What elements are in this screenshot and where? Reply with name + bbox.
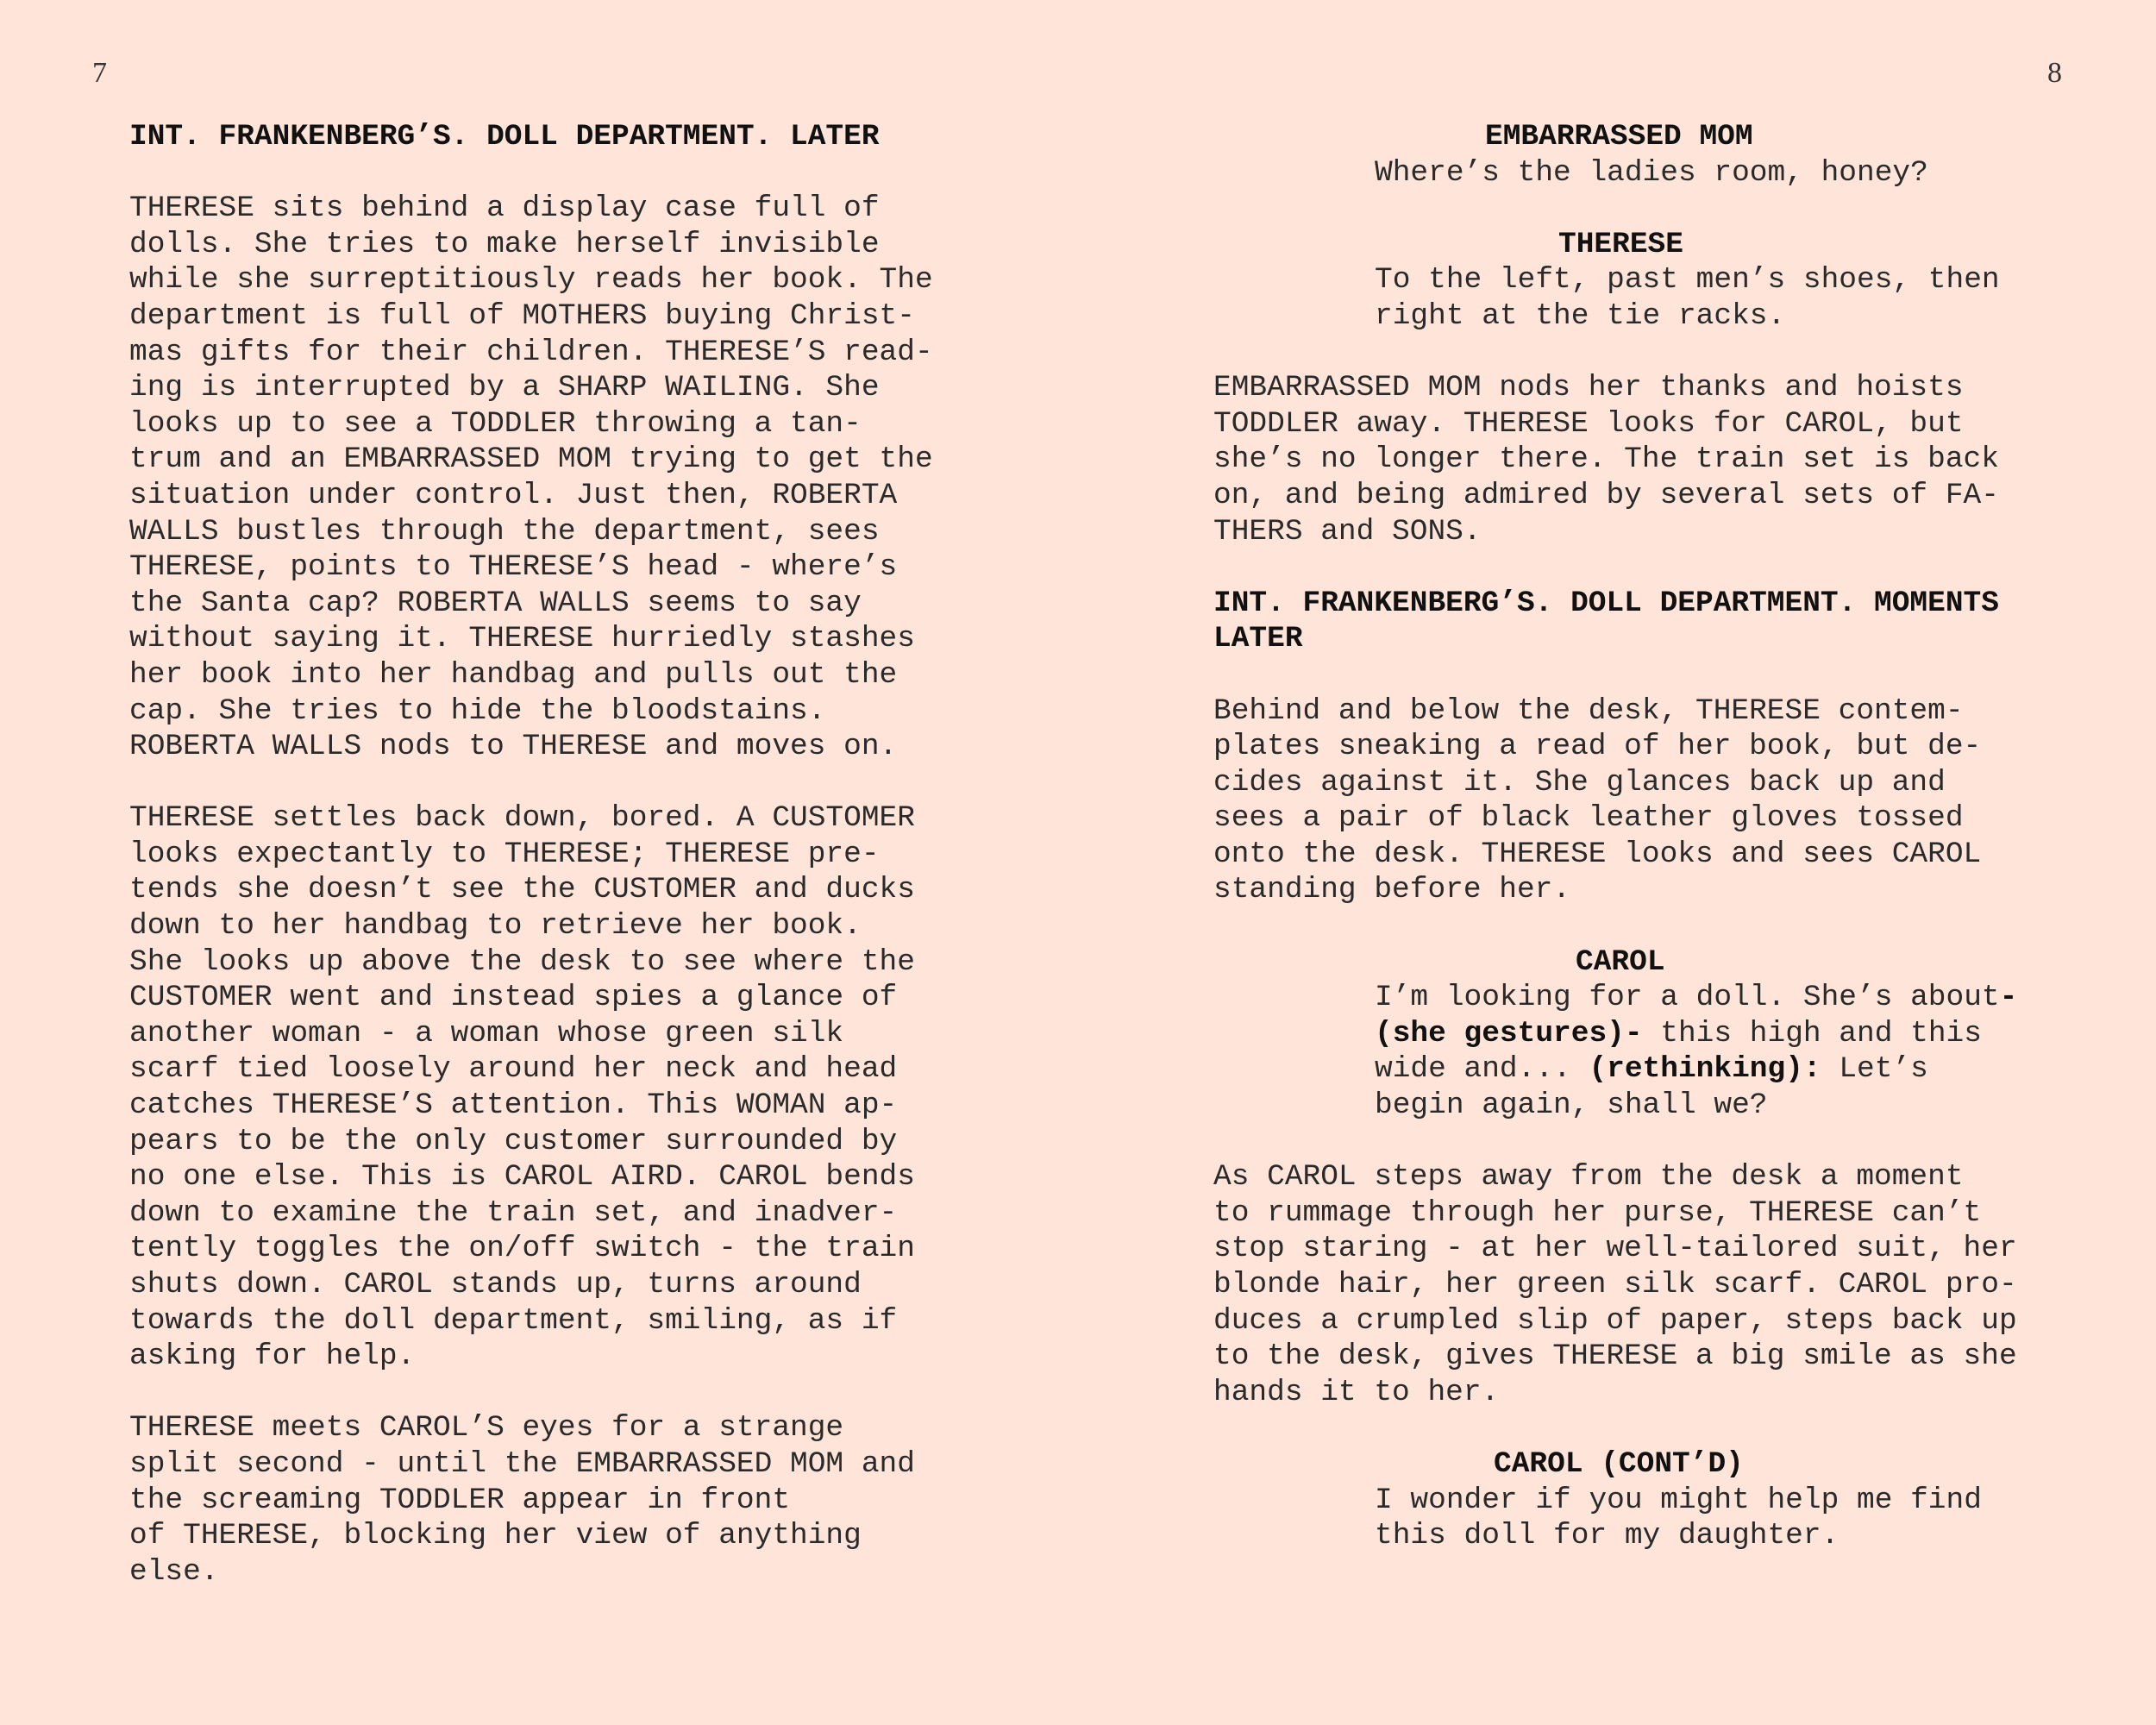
- dialogue-line: I wonder if you might help me find: [1375, 1483, 1982, 1517]
- action-line: down to examine the train set, and inadver-: [129, 1195, 898, 1230]
- action-line: dolls. She tries to make herself invisible: [129, 227, 880, 261]
- action-line: standing before her.: [1213, 873, 1571, 907]
- action-line: looks up to see a TODDLER throwing a tan-: [129, 406, 862, 441]
- dialogue-dash: -: [1999, 981, 2018, 1015]
- dialogue-line: [1213, 1051, 2041, 1088]
- action-line: of THERESE, blocking her view of anything: [129, 1519, 862, 1553]
- action-line: WALLS bustles through the department, sees: [129, 514, 880, 549]
- dialogue-line: right at the tie racks.: [1375, 298, 1786, 333]
- action-line: Behind and below the desk, THERESE contem-: [1213, 693, 1964, 728]
- action-line: she’s no longer there. The train set is back: [1213, 442, 1999, 477]
- scene-heading: INT. FRANKENBERG’S. DOLL DEPARTMENT. MOMENTS: [1213, 586, 1999, 620]
- action-line: no one else. This is CAROL AIRD. CAROL bends: [129, 1160, 915, 1195]
- action-paragraph: [1213, 1159, 2041, 1410]
- action-line: the Santa cap? ROBERTA WALLS seems to say: [129, 586, 862, 620]
- action-line: CUSTOMER went and instead spies a glance of: [129, 981, 898, 1015]
- action-line: hands it to her.: [1213, 1375, 1500, 1409]
- action-line: TODDLER away. THERESE looks for CAROL, but: [1213, 406, 1964, 441]
- left-page: [129, 119, 949, 1590]
- action-line: else.: [129, 1554, 219, 1589]
- action-line: blonde hair, her green silk scarf. CAROL pro-: [1213, 1268, 2017, 1302]
- dialogue-text: I’m looking for a doll. She’s about: [1375, 981, 2000, 1015]
- action-line: split second - until the EMBARRASSED MOM and: [129, 1446, 915, 1481]
- action-line: department is full of MOTHERS buying Christ-: [129, 298, 915, 333]
- action-line: to rummage through her purse, THERESE can’t: [1213, 1195, 1982, 1230]
- action-line: THERESE settles back down, bored. A CUSTOMER: [129, 801, 915, 836]
- dialogue-text: wide and...: [1375, 1052, 1589, 1087]
- action-line: down to her handbag to retrieve her book.: [129, 909, 862, 944]
- action-line: ROBERTA WALLS nods to THERESE and moves on.: [129, 730, 898, 764]
- action-line: trum and an EMBARRASSED MOM trying to get the: [129, 442, 933, 477]
- action-paragraph: [1213, 370, 2041, 549]
- action-line: As CAROL steps away from the desk a moment: [1213, 1160, 1964, 1195]
- page-number-right: 8: [2047, 57, 2062, 89]
- action-line: catches THERESE’S attention. This WOMAN ap-: [129, 1088, 898, 1123]
- action-line: situation under control. Just then, ROBERTA: [129, 478, 898, 512]
- action-paragraph: [129, 1410, 949, 1590]
- action-line: shuts down. CAROL stands up, turns around: [129, 1268, 862, 1302]
- page-number-left: 7: [92, 57, 107, 89]
- dialogue-text: this high and this: [1642, 1016, 1982, 1051]
- action-line: stop staring - at her well-tailored suit, her: [1213, 1232, 2017, 1266]
- character-cue: THERESE: [1558, 227, 1683, 261]
- action-line: cap. She tries to hide the bloodstains.: [129, 693, 826, 728]
- action-line: THERESE sits behind a display case full of: [129, 191, 880, 226]
- action-line: without saying it. THERESE hurriedly stashes: [129, 622, 915, 656]
- action-line: ing is interrupted by a SHARP WAILING. She: [129, 371, 880, 405]
- dialogue-line: To the left, past men’s shoes, then: [1375, 263, 2000, 298]
- parenthetical: (she gestures)-: [1375, 1016, 1643, 1051]
- action-line: looks expectantly to THERESE; THERESE pre-: [129, 837, 880, 871]
- character-cue: CAROL (CONT’D): [1494, 1446, 1744, 1481]
- action-line: another woman - a woman whose green silk: [129, 1016, 844, 1051]
- dialogue-line: [1213, 980, 2041, 1016]
- action-line: her book into her handbag and pulls out the: [129, 657, 898, 692]
- action-paragraph: [129, 800, 949, 1375]
- action-paragraph: [1213, 693, 2041, 909]
- dialogue-text: Let’s: [1821, 1052, 1928, 1087]
- action-line: while she surreptitiously reads her book. The: [129, 263, 933, 298]
- action-line: tends she doesn’t see the CUSTOMER and ducks: [129, 873, 915, 907]
- action-line: to the desk, gives THERESE a big smile as she: [1213, 1339, 2017, 1374]
- action-line: on, and being admired by several sets of FA-: [1213, 478, 1999, 512]
- action-paragraph: [129, 191, 949, 765]
- dialogue-line: begin again, shall we?: [1375, 1088, 1768, 1123]
- action-line: towards the doll department, smiling, as if: [129, 1303, 898, 1338]
- action-line: pears to be the only customer surrounded by: [129, 1124, 898, 1158]
- action-line: mas gifts for their children. THERESE’S read-: [129, 335, 933, 369]
- right-page: [1213, 119, 2041, 1554]
- dialogue-line: [1213, 1016, 2041, 1052]
- dialogue-line: this doll for my daughter.: [1375, 1519, 1839, 1553]
- action-line: THERS and SONS.: [1213, 514, 1482, 549]
- character-cue: CAROL: [1576, 944, 1665, 979]
- character-cue: EMBARRASSED MOM: [1485, 120, 1753, 154]
- action-line: onto the desk. THERESE looks and sees CAROL: [1213, 837, 1982, 871]
- action-line: She looks up above the desk to see where the: [129, 944, 915, 979]
- action-line: plates sneaking a read of her book, but de-: [1213, 730, 1982, 764]
- dialogue-line: Where’s the ladies room, honey?: [1375, 155, 1928, 190]
- action-line: scarf tied loosely around her neck and head: [129, 1052, 898, 1087]
- action-line: asking for help.: [129, 1339, 416, 1374]
- scene-heading: INT. FRANKENBERG’S. DOLL DEPARTMENT. LATER: [129, 120, 880, 154]
- scene-heading: LATER: [1213, 622, 1303, 656]
- action-line: the screaming TODDLER appear in front: [129, 1483, 791, 1517]
- parenthetical: (rethinking):: [1589, 1052, 1821, 1087]
- action-line: cides against it. She glances back up and: [1213, 765, 1946, 800]
- action-line: THERESE, points to THERESE’S head - where’s: [129, 550, 898, 585]
- action-line: sees a pair of black leather gloves tossed: [1213, 801, 1964, 836]
- action-line: EMBARRASSED MOM nods her thanks and hoists: [1213, 371, 1964, 405]
- action-line: tently toggles the on/off switch - the train: [129, 1232, 915, 1266]
- action-line: duces a crumpled slip of paper, steps back up: [1213, 1303, 2017, 1338]
- action-line: THERESE meets CAROL’S eyes for a strange: [129, 1411, 844, 1446]
